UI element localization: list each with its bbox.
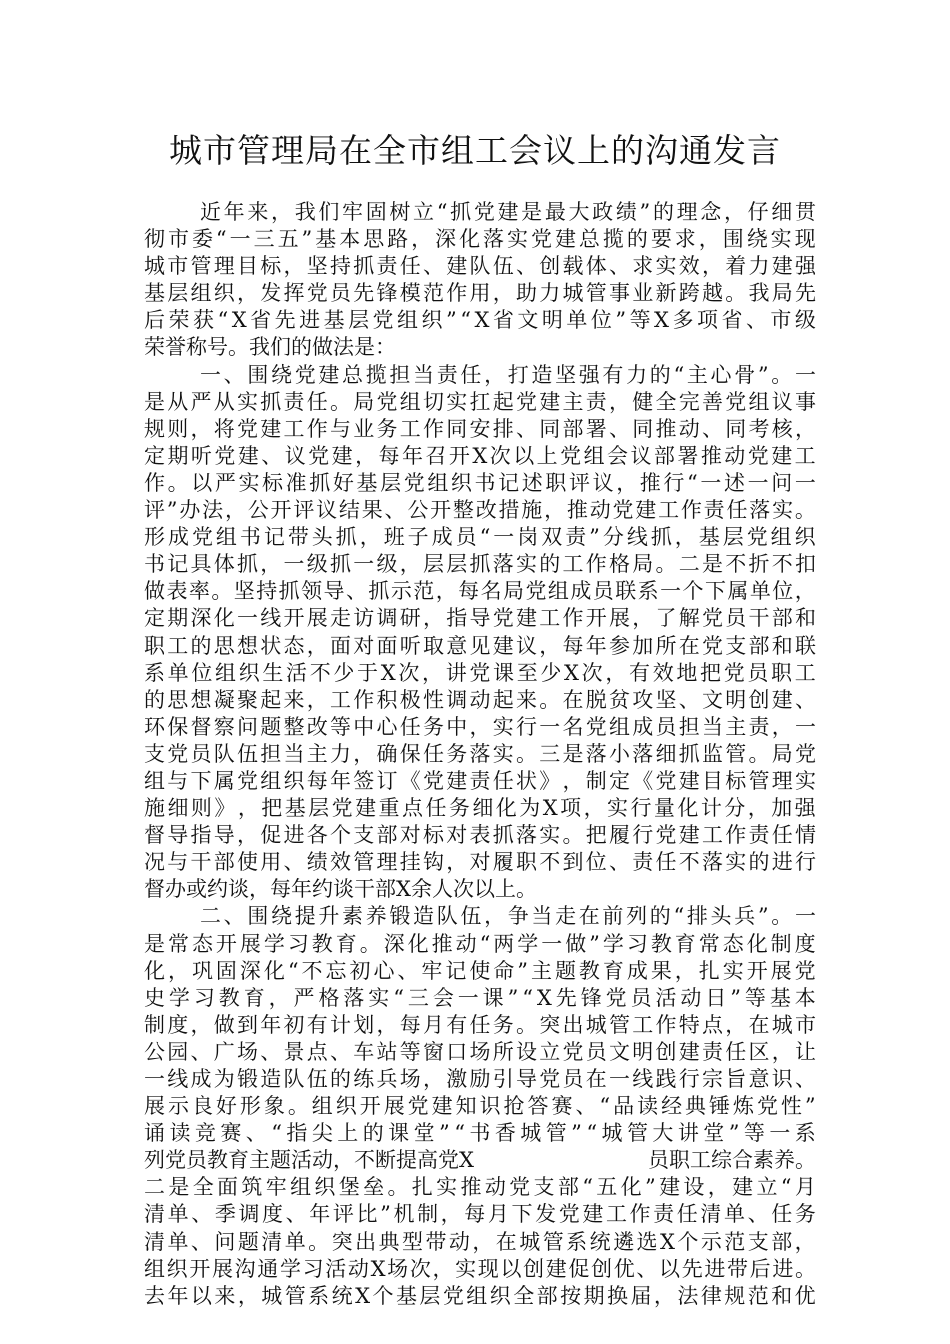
- text-line: 基 层 组 织 ， 发 挥 党 员 先 锋 模 范 作 用 ， 助 力 城 管 事 业 新 跨 越 。 我 局 先: [144, 281, 816, 306]
- text-line: 展 示 良 好 形 象 。 组 织 开 展 党 建 知 识 抢 答 赛 、 “ 品 读 经 典 锤 炼 党 性 ”: [144, 1094, 816, 1119]
- text-line: 书 记 具 体 抓 ， 一 级 抓 一 级 ， 层 层 抓 落 实 的 工 作 格 局 。 二 是 不 折 不 扣: [144, 552, 816, 577]
- text-line: 化 ， 巩 固 深 化 “ 不 忘 初 心 、 牢 记 使 命 ” 主 题 教 育 成 果 ， 扎 实 开 展 党: [144, 958, 816, 983]
- text-line: 是 从 严 从 实 抓 责 任 。 局 党 组 切 实 扛 起 党 建 主 责 ， 健 全 完 善 党 组 议 事: [144, 389, 816, 414]
- text-line: 职 工 的 思 想 状 态 ， 面 对 面 听 取 意 见 建 议 ， 每 年 参 加 所 在 党 支 部 和 联: [144, 633, 816, 658]
- text-line: 荣誉称号。我们的做法是：: [144, 335, 396, 360]
- text-line: 制 度 ， 做 到 年 初 有 计 划 ， 每 月 有 任 务 。 突 出 城 管 工 作 特 点 ， 在 城 市: [144, 1012, 816, 1037]
- text-line: 督 导 指 导 ， 促 进 各 个 支 部 对 标 对 表 抓 落 实 。 把 履 行 党 建 工 作 责 任 情: [144, 823, 816, 848]
- text-line: 作 。 以 严 实 标 准 抓 好 基 层 党 组 织 书 记 述 职 评 议 ， 推 行 “ 一 述 一 问 一: [144, 470, 816, 495]
- text-line: 清 单 、 季 调 度 、 年 评 比 ” 机 制 ， 每 月 下 发 党 建 工 作 责 任 清 单 、 任 务: [144, 1202, 816, 1227]
- text-line: 系 单 位 组 织 生 活 不 少 于 X 次 ， 讲 党 课 至 少 X 次 ， 有 效 地 把 党 员 职 工: [144, 660, 816, 685]
- text-line: 况 与 干 部 使 用 、 绩 效 管 理 挂 钩 ， 对 履 职 不 到 位 、 责 任 不 落 实 的 进 行: [144, 850, 816, 875]
- text-line: 诵 读 竞 赛 、 “ 指 尖 上 的 课 堂 ” “ 书 香 城 管 ” “ 城 管 大 讲 堂 ” 等 一 系: [144, 1121, 816, 1146]
- text-line: 定 期 深 化 一 线 开 展 走 访 调 研 ， 指 导 党 建 工 作 开 展 ， 了 解 党 员 干 部 和: [144, 606, 816, 631]
- text-line: 施 细 则 》 ， 把 基 层 党 建 重 点 任 务 细 化 为 X 项 ， 实 行 量 化 计 分 ， 加 强: [144, 796, 816, 821]
- text-line: 公 园 、 广 场 、 景 点 、 车 站 等 窗 口 场 所 设 立 党 员 文 明 创 建 责 任 区 ， 让: [144, 1039, 816, 1064]
- text-line: 评 ” 办 法 ， 公 开 评 议 结 果 、 公 开 整 改 措 施 ， 推 动 党 建 工 作 责 任 落 实 。: [144, 498, 816, 523]
- text-line: 列党员教育主题活动，不断提高党X 员职工综合素养。: [144, 1148, 816, 1173]
- text-line: 史 学 习 教 育 ， 严 格 落 实 “ 三 会 一 课 ” “ X 先 锋 党 员 活 动 日 ” 等 基 本: [144, 985, 816, 1010]
- text-line: 定 期 听 党 建 、 议 党 建 ， 每 年 召 开 X 次 以 上 党 组 会 议 部 署 推 动 党 建 工: [144, 443, 816, 468]
- text-line: 去 年 以 来 ， 城 管 系 统 X 个 基 层 党 组 织 全 部 按 期 换 届 ， 法 律 规 范 和 优: [144, 1283, 816, 1308]
- text-line: 彻 市 委 “ 一 三 五 ” 基 本 思 路 ， 深 化 落 实 党 建 总 揽 的 要 求 ， 围 绕 实 现: [144, 227, 816, 252]
- text-line: 城 市 管 理 目 标 ， 坚 持 抓 责 任 、 建 队 伍 、 创 载 体 、 求 实 效 ， 着 力 建 强: [144, 254, 816, 279]
- text-line: 清 单 、 问 题 清 单 。 突 出 典 型 带 动 ， 在 城 管 系 统 遴 选 X 个 示 范 支 部 ，: [144, 1229, 816, 1254]
- text-line: 做 表 率 。 坚 持 抓 领 导 、 抓 示 范 ， 每 名 局 党 组 成 员 联 系 一 个 下 属 单 位 ，: [144, 579, 816, 604]
- text-line: 二 是 全 面 筑 牢 组 织 堡 垒 。 扎 实 推 动 党 支 部 “ 五 化 ” 建 设 ， 建 立 “ 月: [144, 1175, 816, 1200]
- text-line: 近 年 来 ， 我 们 牢 固 树 立 “ 抓 党 建 是 最 大 政 绩 ” 的 理 念 ， 仔 细 贯: [200, 200, 816, 224]
- text-line: 一 线 成 为 锻 造 队 伍 的 练 兵 场 ， 激 励 引 导 党 员 在 一 线 践 行 宗 旨 意 识 、: [144, 1067, 816, 1091]
- text-line: 一 、 围 绕 党 建 总 揽 担 当 责 任 ， 打 造 坚 强 有 力 的 “ 主 心 骨 ” 。 一: [200, 362, 816, 387]
- text-line: 二 、 围 绕 提 升 素 养 锻 造 队 伍 ， 争 当 走 在 前 列 的 “ 排 头 兵 ” 。 一: [200, 904, 816, 929]
- document-body: [144, 199, 816, 1310]
- text-line: 督办或约谈，每年约谈干部X余人次以上。: [144, 877, 537, 902]
- text-line: 后 荣 获 “ X 省 先 进 基 层 党 组 织 ” “ X 省 文 明 单 位 ” 等 X 多 项 省 、 市 级: [144, 308, 816, 333]
- text-line: 的 思 想 凝 聚 起 来 ， 工 作 积 极 性 调 动 起 来 。 在 脱 贫 攻 坚 、 文 明 创 建 、: [144, 687, 816, 712]
- text-line: 组 与 下 属 党 组 织 每 年 签 订 《 党 建 责 任 状 》 ， 制 定 《 党 建 目 标 管 理 实: [144, 768, 816, 793]
- text-line: 形 成 党 组 书 记 带 头 抓 ， 班 子 成 员 “ 一 岗 双 责 ” 分 线 抓 ， 基 层 党 组 织: [144, 525, 816, 550]
- page-title: 城市管理局在全市组工会议上的沟通发言: [169, 131, 781, 170]
- text-line: 支 党 员 队 伍 担 当 主 力 ， 确 保 任 务 落 实 。 三 是 落 小 落 细 抓 监 管 。 局 党: [144, 741, 816, 766]
- text-line: 组 织 开 展 沟 通 学 习 活 动 X 场 次 ， 实 现 以 创 建 促 创 优 、 以 先 进 带 后 进 。: [144, 1256, 816, 1281]
- text-line: 规 则 ， 将 党 建 工 作 与 业 务 工 作 同 安 排 、 同 部 署 、 同 推 动 、 同 考 核 ，: [144, 416, 816, 441]
- text-line: 是 常 态 开 展 学 习 教 育 。 深 化 推 动 “ 两 学 一 做 ” 学 习 教 育 常 态 化 制 度: [144, 931, 816, 956]
- text-line: 环 保 督 察 问 题 整 改 等 中 心 任 务 中 ， 实 行 一 名 党 组 成 员 担 当 主 责 ， 一: [144, 714, 816, 739]
